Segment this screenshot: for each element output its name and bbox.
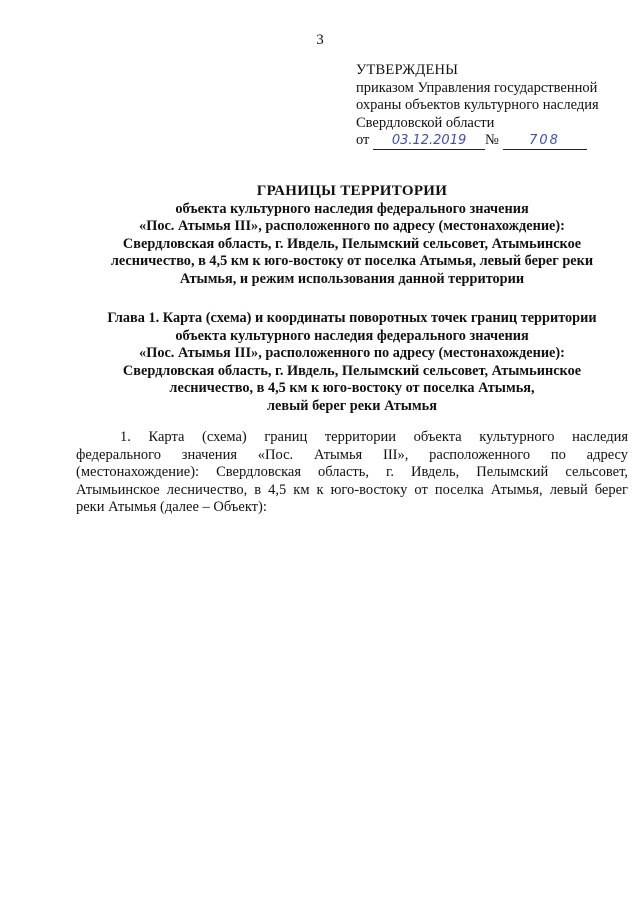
- handwritten-date: 03.12.2019: [373, 134, 485, 150]
- paragraph-line: Атымьинское лесничество, в 4,5 км к юго-востоку от поселка Атымья, левый берег: [76, 481, 628, 498]
- approval-line: охраны объектов культурного наследия: [356, 97, 599, 113]
- chapter-line: «Пос. Атымья III», расположенного по адресу (местонахождение):: [139, 345, 565, 362]
- paragraph-line: реки Атымья (далее – Объект):: [76, 499, 267, 516]
- handwritten-order-number: 708: [503, 134, 587, 150]
- title-main: ГРАНИЦЫ ТЕРРИТОРИИ: [256, 183, 448, 199]
- page-number: 3: [316, 32, 324, 48]
- chapter-line: лесничество, в 4,5 км к юго-востоку от поселка Атымья,: [169, 380, 535, 397]
- approval-block: [356, 62, 626, 150]
- chapter-line: левый берег реки Атымья: [267, 397, 437, 414]
- date-prefix: от: [356, 132, 370, 148]
- paragraph-line: (местонахождение): Свердловская область, г. Ивдель, Пелымский сельсовет,: [76, 464, 628, 481]
- document-title: [76, 183, 628, 289]
- paragraph-line: федерального значения «Пос. Атымья III», расположенного по адресу: [76, 446, 628, 463]
- number-prefix: №: [485, 132, 499, 148]
- title-line: «Пос. Атымья III», расположенного по адресу (местонахождение):: [139, 218, 565, 235]
- chapter-line: объекта культурного наследия федерального значения: [175, 327, 529, 344]
- title-line: лесничество, в 4,5 км к юго-востоку от поселка Атымья, левый берег реки: [110, 253, 594, 270]
- approval-heading: УТВЕРЖДЕНЫ: [356, 62, 459, 78]
- chapter-line: Свердловская область, г. Ивдель, Пелымский сельсовет, Атымьинское: [122, 362, 582, 379]
- paragraph-item-1: [76, 429, 628, 517]
- title-line: объекта культурного наследия федерального значения: [175, 200, 529, 217]
- chapter-heading: [76, 310, 628, 416]
- chapter-line: Глава 1. Карта (схема) и координаты поворотных точек границ территории: [107, 310, 597, 326]
- approval-line: приказом Управления государственной: [356, 79, 598, 96]
- title-line: Свердловская область, г. Ивдель, Пелымский сельсовет, Атымьинское: [122, 235, 582, 252]
- title-line: Атымья, и режим использования данной территории: [179, 270, 525, 287]
- paragraph-line: 1. Карта (схема) границ территории объекта культурного наследия: [120, 429, 628, 445]
- approval-line: Свердловской области: [356, 114, 495, 131]
- approval-date-row: [356, 132, 626, 150]
